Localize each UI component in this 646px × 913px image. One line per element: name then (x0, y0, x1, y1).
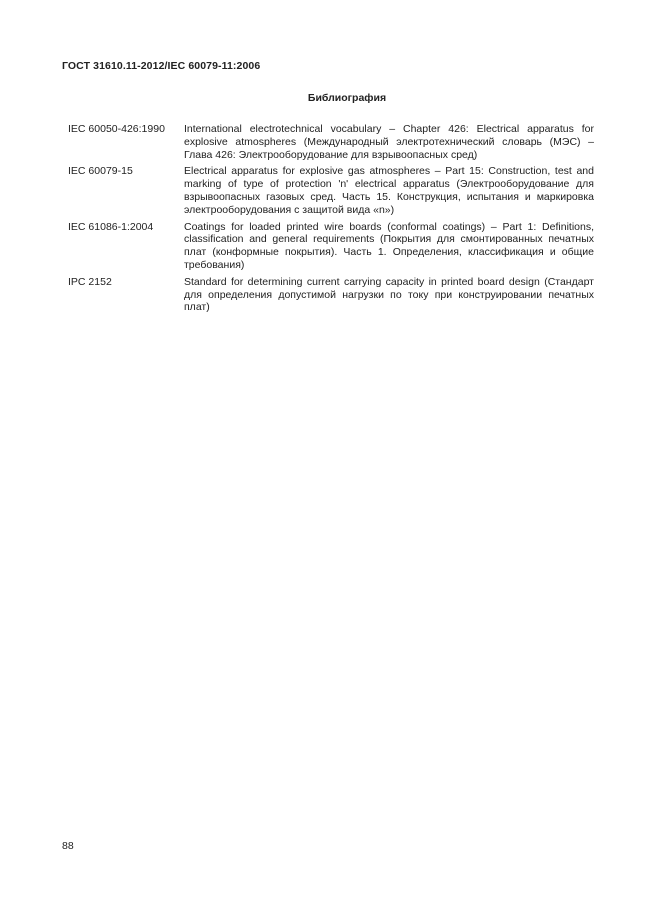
document-header: ГОСТ 31610.11-2012/IEC 60079-11:2006 (62, 60, 261, 72)
reference-text: Coatings for loaded printed wire boards (conformal coatings) – Part 1: Definitions, classification and general requirements (Покрытия для смонтированных печатных плат (конформные покрытия). Часть 1. Определения, классификация и общие требования) (184, 220, 594, 271)
reference-item (68, 276, 594, 314)
reference-item (68, 123, 594, 161)
reference-text: International electrotechnical vocabulary – Chapter 426: Electrical apparatus for explosive atmospheres (Международный электротехнический словарь (МЭС) – Глава 426: Электрооборудование для взрывоопасных сред) (184, 123, 594, 161)
bibliography-title: Библиография (307, 92, 387, 104)
page-number: 88 (62, 840, 74, 852)
reference-code: IEC 60079-15 (68, 165, 133, 178)
reference-text: Standard for determining current carrying capacity in printed board design (Стандарт для определения допустимой нагрузки по току при конструировании печатных плат) (184, 275, 594, 314)
reference-item (68, 165, 594, 216)
reference-code: IEC 60050-426:1990 (68, 123, 165, 135)
reference-code: IPC 2152 (68, 275, 112, 288)
reference-text: Electrical apparatus for explosive gas atmospheres – Part 15: Construction, test and marking of type of protection 'n' electrical apparatus (Электрооборудование для взрывоопасных газовых сред. Часть 15. Конструкция, испытания и маркировка электрооборудования с защитой вида «n») (184, 165, 594, 216)
reference-code: IEC 61086-1:2004 (68, 220, 154, 233)
reference-item (68, 221, 594, 272)
reference-list (68, 123, 594, 318)
